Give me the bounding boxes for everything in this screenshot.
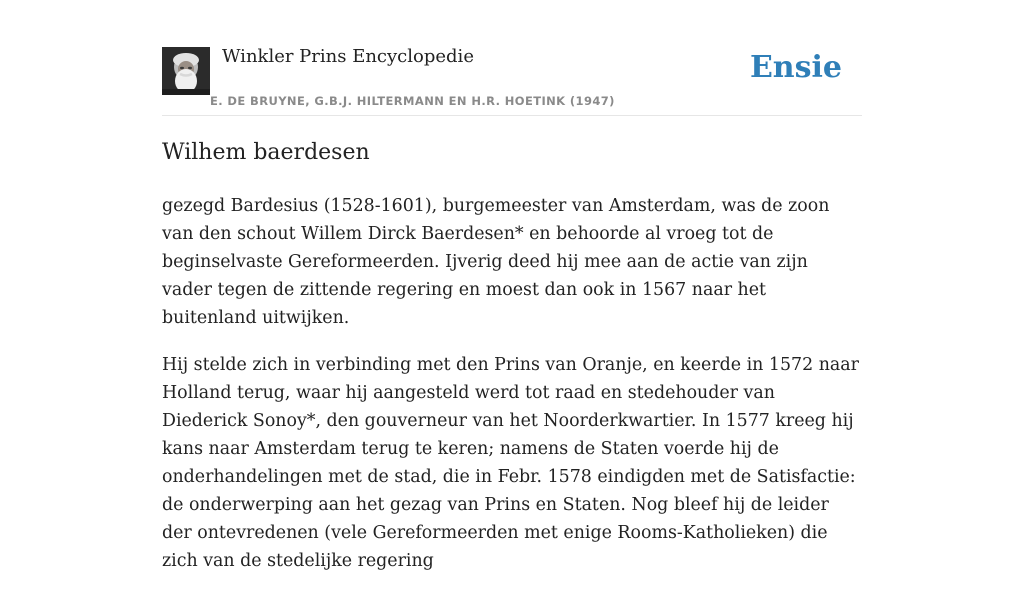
brand-logo[interactable]: Ensie [749, 50, 842, 85]
authors-credit: E. DE BRUYNE, G.B.J. HILTERMANN EN H.R. HOETINK (1947) [210, 94, 615, 108]
article-paragraph-1: gezegd Bardesius (1528-1601), burgemeester van Amsterdam, was de zoon van den schout Willem Dirck Baerdesen* en behoorde al vroeg tot de beginselvaste Gereformeerden. Ijverig deed hij mee aan de actie van zijn vader tegen de zittende regering en moest dan ook in 1567 naar het buitenland uitwijken. [162, 196, 830, 328]
article-body [162, 192, 862, 594]
article-title: Wilhem baerdesen [162, 140, 370, 165]
author-portrait-icon [162, 47, 210, 95]
encyclopedia-name[interactable]: Winkler Prins Encyclopedie [222, 46, 474, 67]
article-paragraph-2: Hij stelde zich in verbinding met den Prins van Oranje, en keerde in 1572 naar Holland terug, waar hij aangesteld werd tot raad en stedehouder van Diederick Sonoy*, den gouverneur van het Noorderkwartier. In 1577 kreeg hij kans naar Amsterdam terug te keren; namens de Staten voerde hij de onderhandelingen met de stad, die in Febr. 1578 eindigden met de Satisfactie: de onderwerping aan het gezag van Prins en Staten. Nog bleef hij de leider der ontevredenen (vele Gereformeerden met enige Rooms-Katholieken) die zich van de stedelijke regering [162, 355, 859, 571]
header-divider [162, 115, 862, 116]
